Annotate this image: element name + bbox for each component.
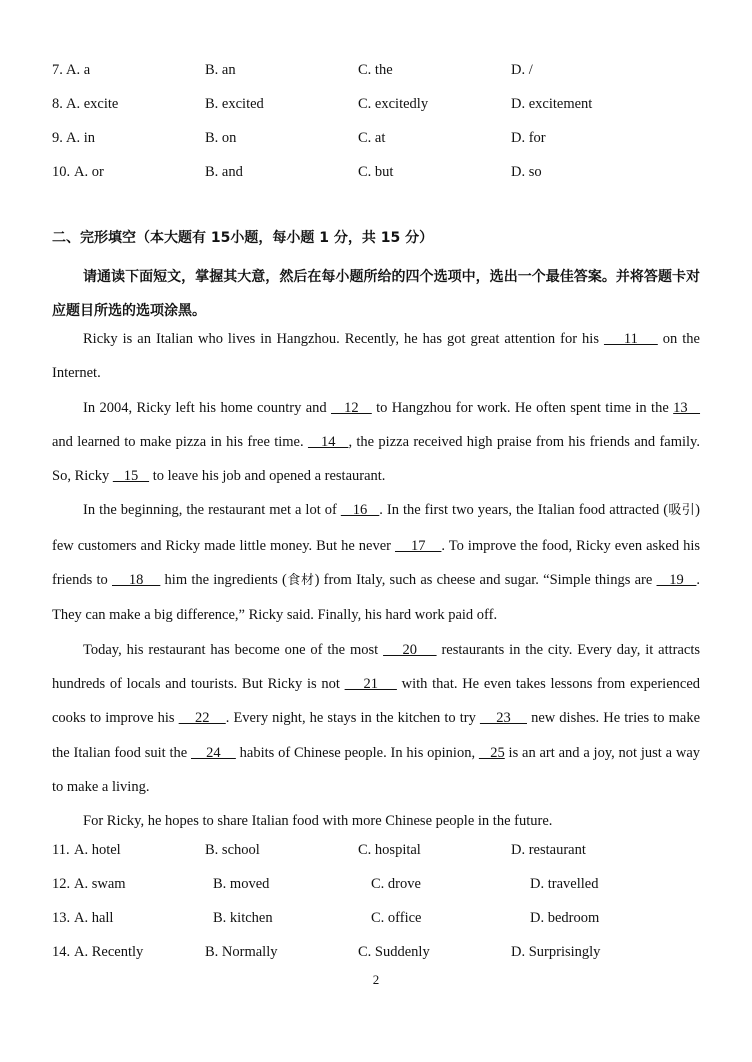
cloze-passage	[52, 322, 700, 838]
question-number: 10.	[52, 164, 71, 180]
gloss-attract: 吸引	[668, 503, 696, 519]
blank-17: 17	[394, 537, 442, 554]
page-number: 2	[372, 972, 380, 987]
blank-12: 12	[331, 399, 372, 416]
option-a: A. in	[66, 130, 95, 146]
option-c: C. the	[358, 62, 393, 78]
paragraph-5: For Ricky, he hopes to share Italian food with more Chinese people in the future.	[83, 813, 553, 830]
option-a: A. hall	[74, 910, 114, 926]
option-d: D. for	[511, 130, 546, 146]
question-number: 8.	[52, 96, 63, 112]
blank-20: 20	[383, 641, 437, 658]
option-b: B. on	[205, 130, 237, 146]
option-d: D. bedroom	[530, 910, 600, 926]
paragraph-1: Ricky is an Italian who lives in Hangzhou. Recently, he has got great attention for his 11 on the Internet.	[52, 331, 700, 382]
blank-22: 22	[178, 710, 226, 727]
option-a: A. a	[66, 62, 91, 78]
option-a: A. hotel	[74, 842, 121, 858]
option-b: B. and	[205, 164, 243, 180]
option-c: C. office	[371, 910, 422, 926]
blank-25: 25	[478, 744, 505, 761]
blank-19: 19	[656, 572, 697, 589]
option-a: A. excite	[66, 96, 119, 112]
blank-21: 21	[344, 675, 397, 692]
paragraph-3: In the beginning, the restaurant met a lot of 16 . In the first two years, the Italian food attracted (吸引) few customers and Ricky made little money. But he never 17 . To improve the food, Ricky even asked his friends to 18 him the ingredients (食材) from Italy, such as cheese and sugar. “Simple things are 19 . They can make a big difference,” Ricky said. Finally, his hard work paid off.	[52, 502, 701, 624]
option-c: C. at	[358, 130, 386, 146]
blank-14: 14	[307, 433, 349, 450]
blank-13: 13	[673, 399, 701, 416]
paragraph-2: In 2004, Ricky left his home country and 12 to Hangzhou for work. He often spent time in the 13 and learned to make pizza in his free time. 14 , the pizza received high praise from his friends and family. So, Ricky 15 to leave his job and opened a restaurant.	[52, 399, 701, 485]
option-d: D. travelled	[530, 876, 599, 892]
blank-11: 11	[603, 331, 658, 347]
option-d: D. /	[511, 62, 533, 78]
blank-18: 18	[112, 572, 161, 589]
option-a: A. or	[74, 164, 104, 180]
section-title: 二、完形填空（本大题有 15小题，每小题 1 分，共 15 分）	[52, 230, 434, 246]
option-b: B. excited	[205, 96, 264, 112]
question-number: 7.	[52, 62, 63, 78]
question-number: 12.	[52, 876, 71, 892]
option-c: C. Suddenly	[358, 944, 430, 960]
option-c: C. drove	[371, 876, 421, 892]
option-c: C. hospital	[358, 842, 421, 858]
option-b: B. kitchen	[213, 910, 273, 926]
blank-24: 24	[190, 744, 236, 761]
option-c: C. excitedly	[358, 96, 429, 112]
option-c: C. but	[358, 164, 394, 180]
option-d: D. Surprisingly	[511, 944, 601, 960]
option-b: B. school	[205, 842, 260, 858]
blank-16: 16	[340, 502, 380, 519]
gloss-ingredients: 食材	[286, 573, 315, 589]
question-number: 11.	[52, 842, 70, 858]
blank-15: 15	[112, 468, 150, 485]
question-number: 14.	[52, 944, 71, 960]
paragraph-4: Today, his restaurant has become one of the most 20 restaurants in the city. Every day, it attracts hundreds of locals and tourists. But Ricky is not 21 with that. He even takes lessons from experienced cooks to improve his 22 . Every night, he stays in the kitchen to try 23 new dishes. He tries to make the Italian food suit the 24 habits of Chinese people. In his opinion, 25 is an art and a joy, not just a way to make a living.	[52, 641, 701, 795]
option-b: B. an	[205, 62, 236, 78]
option-d: D. restaurant	[511, 842, 586, 858]
option-d: D. excitement	[511, 96, 593, 112]
section-instruction: 请通读下面短文，掌握其大意，然后在每小题所给的四个选项中，选出一个最佳答案。并将答题卡对应题目所选的选项涂黑。	[52, 269, 700, 319]
question-number: 9.	[52, 130, 63, 146]
option-a: A. Recently	[74, 944, 144, 960]
option-d: D. so	[511, 164, 542, 180]
option-a: A. swam	[74, 876, 126, 892]
option-b: B. moved	[213, 876, 270, 892]
option-b: B. Normally	[205, 944, 278, 960]
blank-23: 23	[479, 710, 527, 727]
question-number: 13.	[52, 910, 71, 926]
